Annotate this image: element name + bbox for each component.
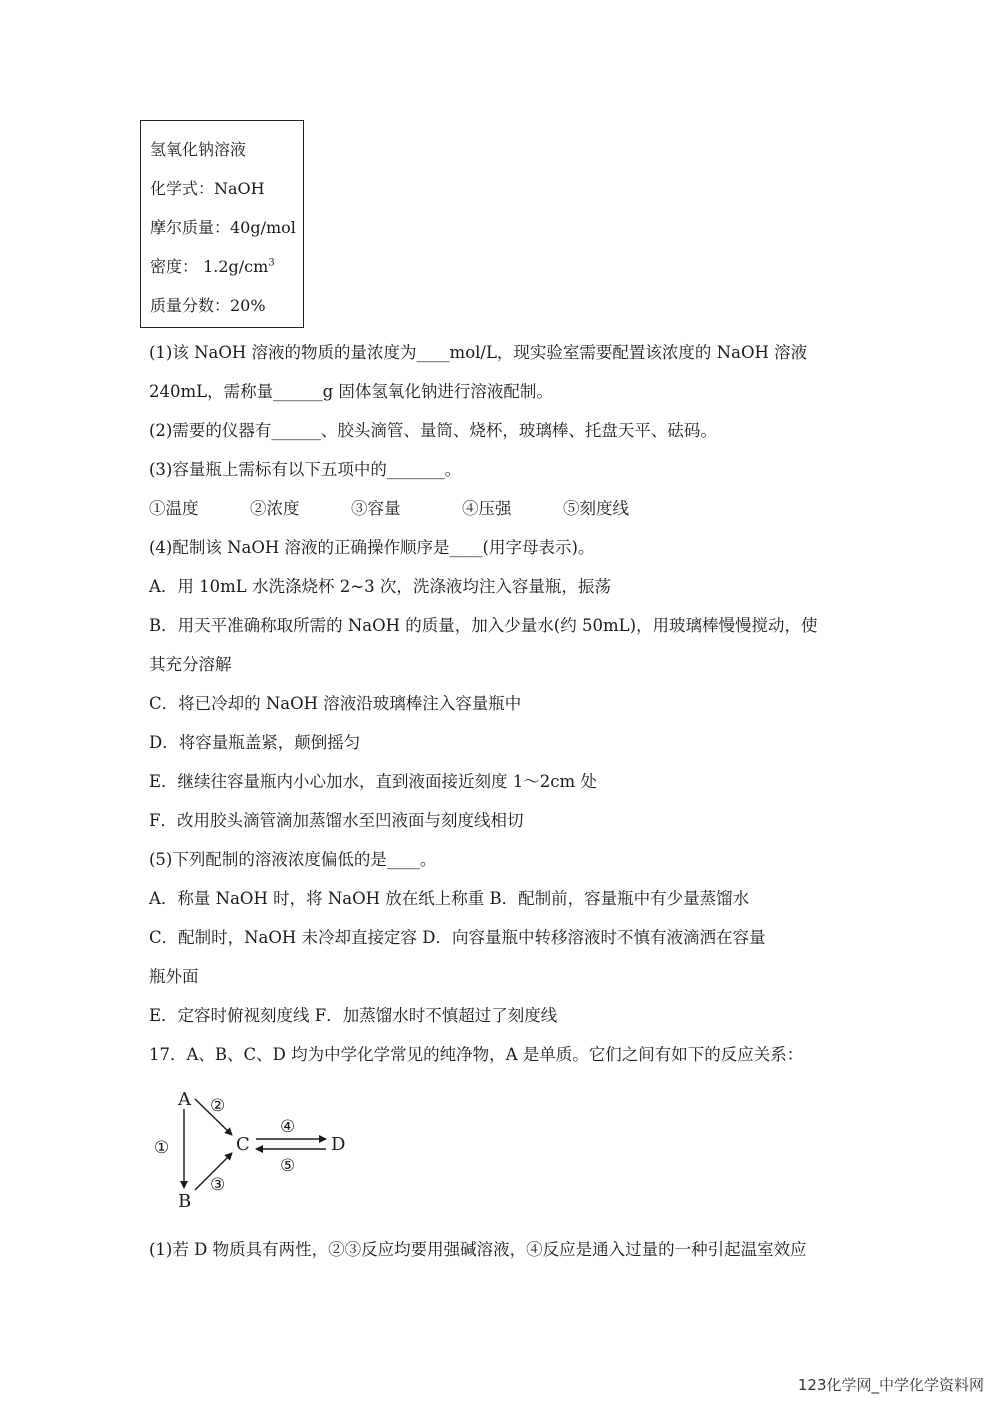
label-formula: 化学式：NaOH: [150, 179, 265, 198]
q3-options: [149, 495, 629, 519]
q4-step-d: D．将容量瓶盖紧，颠倒摇匀: [149, 733, 361, 752]
label-name: 氢氧化钠溶液: [150, 140, 247, 159]
q4-line: (4)配制该 NaOH 溶液的正确操作顺序是____(用字母表示)。: [149, 538, 595, 557]
reaction-1-label: ①: [154, 1138, 170, 1158]
node-a: A: [178, 1089, 191, 1110]
q5-options-ab: A．称量 NaOH 时，将 NaOH 放在纸上称重 B．配制前，容量瓶中有少量蒸馏水: [149, 889, 750, 908]
option-scale-line: ⑤刻度线: [563, 499, 629, 518]
q4-step-f: F．改用胶头滴管滴加蒸馏水至凹液面与刻度线相切: [149, 811, 524, 830]
reaction-diagram: [150, 1083, 360, 1213]
q4-step-b: B．用天平准确称取所需的 NaOH 的质量，加入少量水(约 50mL)，用玻璃棒慢慢搅动，使: [149, 616, 818, 635]
q4-step-e: E．继续往容量瓶内小心加水，直到液面接近刻度 1～2cm 处: [149, 772, 597, 791]
node-c: C: [236, 1134, 250, 1155]
q17-stem: 17．A、B、C、D 均为中学化学常见的纯净物，A 是单质。它们之间有如下的反应关系：: [149, 1045, 804, 1064]
label-molar-mass: 摩尔质量：40g/mol: [150, 218, 296, 237]
q5-option-d-cont: 瓶外面: [149, 967, 199, 986]
reaction-2-label: ②: [210, 1096, 226, 1116]
q4-step-c: C．将已冷却的 NaOH 溶液沿玻璃棒注入容量瓶中: [149, 694, 522, 713]
node-d: D: [331, 1134, 346, 1155]
q1-line-2: 240mL，需称量______g 固体氢氧化钠进行溶液配制。: [149, 382, 553, 401]
option-capacity: ③容量: [351, 499, 401, 518]
q4-step-a: A．用 10mL 水洗涤烧杯 2~3 次，洗涤液均注入容量瓶，振荡: [149, 577, 611, 596]
reagent-label-box: [140, 120, 304, 328]
watermark-footer: 123化学网_中学化学资料网: [797, 1376, 984, 1394]
q1-line-1: (1)该 NaOH 溶液的物质的量浓度为____mol/L，现实验室需要配置该浓度的 NaOH 溶液: [149, 343, 808, 362]
reaction-3-label: ③: [210, 1175, 226, 1195]
q17-part1-line: (1)若 D 物质具有两性，②③反应均要用强碱溶液，④反应是通入过量的一种引起温室效应: [149, 1240, 807, 1259]
label-mass-fraction: 质量分数：20%: [150, 296, 266, 315]
option-concentration: ②浓度: [250, 499, 300, 518]
q4-step-b-cont: 其充分溶解: [149, 655, 232, 674]
option-temperature: ①温度: [149, 499, 199, 518]
q2-line: (2)需要的仪器有______、胶头滴管、量筒、烧杯，玻璃棒、托盘天平、砝码。: [149, 421, 717, 440]
option-pressure: ④压强: [462, 499, 512, 518]
node-b: B: [178, 1191, 192, 1212]
q5-options-ef: E．定容时俯视刻度线 F．加蒸馏水时不慎超过了刻度线: [149, 1006, 558, 1025]
reaction-4-label: ④: [280, 1117, 296, 1137]
q5-line: (5)下列配制的溶液浓度偏低的是____。: [149, 850, 437, 869]
reaction-5-label: ⑤: [280, 1156, 296, 1176]
q5-options-cd: C．配制时，NaOH 未冷却直接定容 D．向容量瓶中转移溶液时不慎有液滴洒在容量: [149, 928, 766, 947]
q3-line: (3)容量瓶上需标有以下五项中的_______。: [149, 460, 462, 479]
label-density: 密度： $1.2g/cm^3$: [150, 257, 275, 276]
